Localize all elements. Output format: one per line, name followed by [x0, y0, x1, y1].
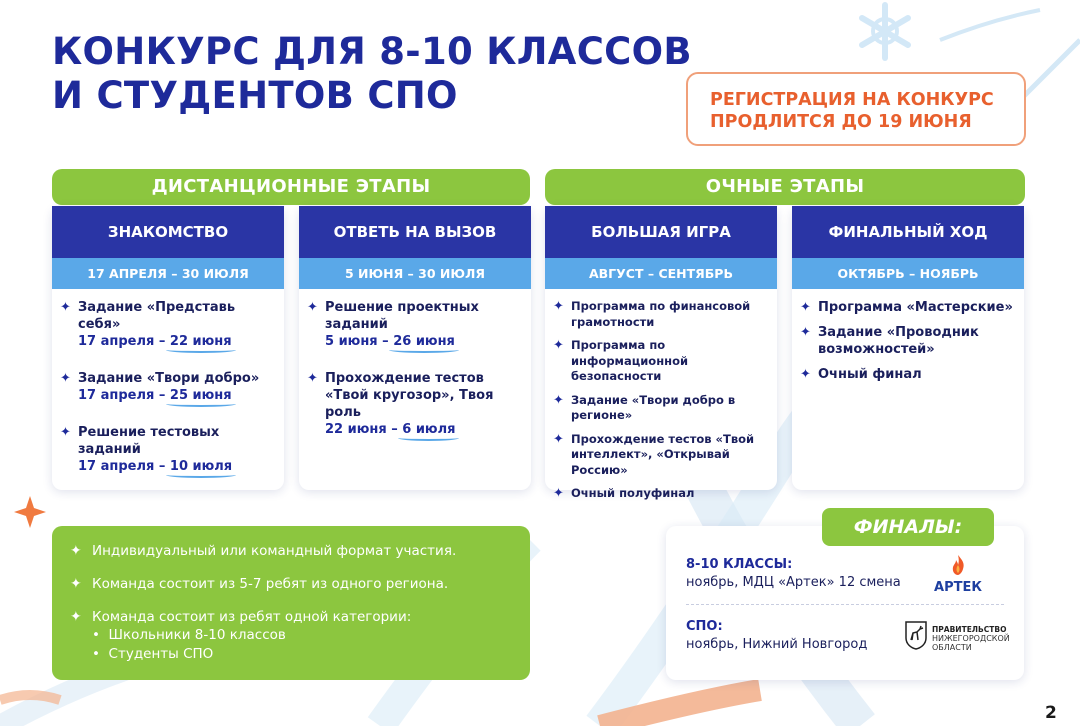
list-item	[553, 486, 769, 502]
item-text: Программа по финансовой грамотности	[571, 299, 751, 329]
info-item	[70, 575, 512, 593]
list-item	[307, 299, 523, 350]
four-point-star-icon: ✦	[60, 425, 71, 440]
info-subitem: • Студенты СПО	[92, 646, 214, 662]
item-date-end: 25 июня	[169, 388, 232, 403]
four-point-star-icon: ✦	[553, 431, 564, 447]
info-text: Индивидуальный или командный формат участия.	[92, 543, 457, 559]
final-spo	[686, 618, 867, 654]
item-text: Программа «Мастерские»	[818, 300, 1013, 315]
artek-logo	[930, 554, 986, 594]
item-date-start: 5 июня –	[325, 334, 394, 349]
item-text: Очный полуфинал	[571, 486, 695, 500]
item-text: Задание «Твори добро»	[78, 371, 260, 386]
orange-star-icon	[14, 496, 46, 528]
four-point-star-icon: ✦	[800, 325, 811, 340]
final-school-label: 8-10 КЛАССЫ:	[686, 557, 793, 572]
stage-title: ФИНАЛЬНЫЙ ХОД	[792, 206, 1024, 258]
title-line-2: И СТУДЕНТОВ СПО	[52, 74, 458, 117]
item-text: Решение тестовых заданий	[78, 425, 220, 457]
government-logo	[904, 620, 1014, 654]
four-point-star-icon: ✦	[60, 300, 71, 315]
list-item	[307, 370, 523, 438]
deer-coat-of-arms-icon	[904, 620, 928, 650]
gov-logo-line-2: НИЖЕГОРОДСКОЙ	[932, 634, 1010, 643]
item-date-end: 10 июля	[169, 459, 233, 474]
info-item	[70, 608, 512, 626]
four-point-star-icon: ✦	[800, 367, 811, 382]
info-subitem: • Школьники 8-10 классов	[92, 627, 286, 643]
item-text: Программа по информационной безопасности	[571, 338, 689, 383]
gov-logo-line-1: ПРАВИТЕЛЬСТВО	[932, 625, 1007, 634]
item-text: Решение проектных заданий	[325, 300, 479, 332]
four-point-star-icon: ✦	[60, 371, 71, 386]
stage-card-finalny-hod	[792, 206, 1024, 490]
stage-dates: 17 АПРЕЛЯ – 30 ИЮЛЯ	[52, 258, 284, 289]
stage-title: ЗНАКОМСТВО	[52, 206, 284, 258]
list-item	[800, 324, 1016, 358]
finals-tag: ФИНАЛЫ:	[822, 508, 994, 546]
participation-info	[52, 526, 530, 680]
item-date-start: 17 апреля –	[78, 388, 170, 403]
item-text: Прохождение тестов «Твой кругозор», Твоя роль	[325, 371, 494, 420]
four-point-star-icon: ✦	[553, 338, 564, 353]
stage-title: ОТВЕТЬ НА ВЫЗОВ	[299, 206, 531, 258]
four-point-star-icon: ✦	[800, 300, 811, 315]
item-date-start: 22 июня –	[325, 422, 403, 437]
stage-card-otvet-na-vyzov	[299, 206, 531, 490]
title-line-1: КОНКУРС ДЛЯ 8-10 КЛАССОВ	[52, 30, 692, 73]
final-school-text: ноябрь, МДЦ «Артек» 12 смена	[686, 575, 901, 590]
item-date-end: 6 июля	[402, 422, 456, 437]
stage-card-znakomstvo	[52, 206, 284, 490]
item-text: Прохождение тестов «Твой интеллект», «Открывай Россию»	[571, 431, 755, 477]
final-school	[686, 556, 901, 592]
item-date-end: 26 июня	[393, 334, 455, 349]
list-item	[553, 338, 769, 385]
item-date-start: 17 апреля –	[78, 334, 170, 349]
stage-dates: ОКТЯБРЬ – НОЯБРЬ	[792, 258, 1024, 289]
final-spo-label: СПО:	[686, 619, 723, 634]
section-offline-header: ОЧНЫЕ ЭТАПЫ	[545, 169, 1025, 205]
gov-logo-line-3: ОБЛАСТИ	[932, 643, 972, 652]
list-item	[553, 432, 769, 479]
four-point-star-icon: ✦	[307, 300, 318, 315]
list-item	[800, 299, 1016, 316]
finals-panel	[666, 526, 1024, 680]
divider	[686, 604, 1004, 605]
page-number: 2	[1045, 703, 1057, 723]
list-item	[60, 424, 276, 475]
stage-title: БОЛЬШАЯ ИГРА	[545, 206, 777, 258]
info-text: Команда состоит из ребят одной категории:	[92, 609, 412, 625]
four-point-star-icon: ✦	[307, 371, 318, 386]
info-text: Команда состоит из 5-7 ребят из одного региона.	[92, 576, 449, 592]
info-item	[70, 542, 512, 560]
final-spo-text: ноябрь, Нижний Новгород	[686, 637, 868, 652]
page-title	[52, 30, 692, 118]
four-point-star-icon: ✦	[70, 609, 82, 625]
list-item	[60, 299, 276, 350]
item-text: Задание «Проводник возможностей»	[818, 325, 979, 357]
section-distance-header: ДИСТАНЦИОННЫЕ ЭТАПЫ	[52, 169, 530, 205]
registration-notice	[686, 72, 1026, 146]
snowflake-icon	[862, 5, 908, 58]
four-point-star-icon: ✦	[70, 543, 82, 559]
item-text: Задание «Представь себя»	[78, 300, 236, 332]
four-point-star-icon: ✦	[553, 392, 564, 408]
item-date-start: 17 апреля –	[78, 459, 170, 474]
info-subitem-text: Студенты СПО	[108, 646, 214, 662]
list-item	[60, 370, 276, 404]
stage-card-bolshaya-igra	[545, 206, 777, 501]
info-subitem-text: Школьники 8-10 классов	[108, 627, 286, 643]
item-text: Очный финал	[818, 367, 922, 382]
list-item	[553, 393, 769, 424]
stage-dates: АВГУСТ – СЕНТЯБРЬ	[545, 258, 777, 289]
list-item	[800, 366, 1016, 383]
registration-line-1: РЕГИСТРАЦИЯ НА КОНКУРС	[710, 90, 994, 110]
four-point-star-icon: ✦	[553, 299, 564, 314]
four-point-star-icon: ✦	[70, 576, 82, 592]
flame-logo-icon	[948, 554, 968, 576]
registration-line-2: ПРОДЛИТСЯ ДО 19 ИЮНЯ	[710, 112, 972, 132]
item-text: Задание «Твори добро в регионе»	[571, 392, 736, 422]
item-date-end: 22 июня	[169, 334, 232, 349]
government-logo-text	[932, 625, 1016, 652]
list-item	[553, 299, 769, 330]
stage-dates: 5 ИЮНЯ – 30 ИЮЛЯ	[299, 258, 531, 289]
artek-logo-text: АРТЕК	[934, 580, 982, 595]
four-point-star-icon: ✦	[553, 486, 564, 501]
